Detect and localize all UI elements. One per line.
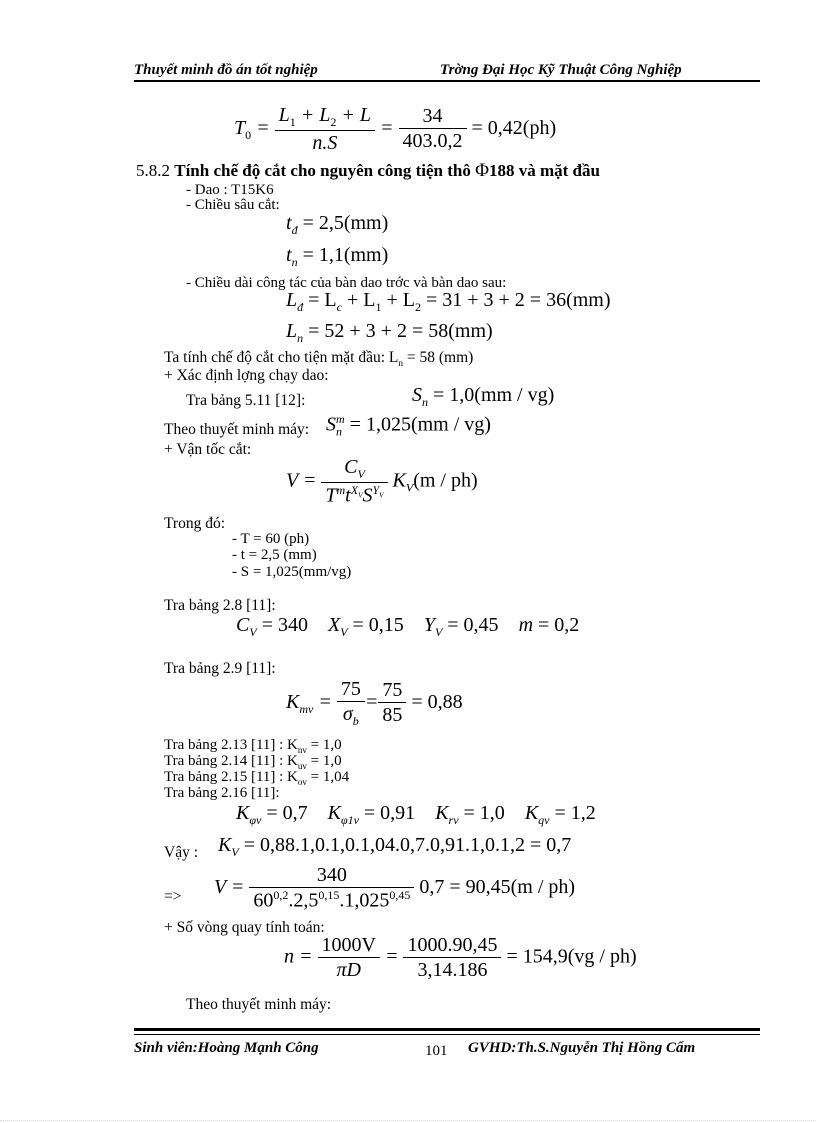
line-xac-dinh: + Xác định lợng chạy dao: (164, 367, 329, 384)
t0-den: 403.0,2 (402, 130, 463, 153)
line-trong-do: Trong đó: (164, 515, 226, 532)
V-result-formula: V = $\frac{340}{60^{0,2}.2,5^{0,15}.1,025^{0,45}}$ 0,7 = 90,45(m / ph) (214, 864, 576, 912)
Kv-formula: $K_V = 0,88.1,0.1,0.1,04.0,7.0,91.1,0.1,2 = 0,7$ (218, 834, 572, 859)
header-left: Thuyết minh đồ án tốt nghiệp (134, 62, 318, 78)
line-t: - t = 2,5 (mm) (232, 547, 317, 563)
n-formula: n = $\frac{1000V}{\pi D}$ = $\frac{1000.90,45}{3,14.186}$ = 154,9(vg / ph) (284, 934, 637, 981)
Sn-formula: $S_n = 1,0(mm / vg)$ (412, 384, 555, 409)
line-vay: Vậy : (164, 844, 199, 861)
footer-right: GVHD:Th.S.Nguyễn Thị Hồng Cẩm (468, 1040, 696, 1056)
line-tra-511: Tra bảng 5.11 [12]: (186, 392, 306, 409)
Kmv-formula: $K_{mv}$ = $\frac{75}{\sigma_b}$ = $\frac{75}{85}$ = 0,88 (286, 678, 463, 728)
line-S: - S = 1,025(mm/vg) (232, 564, 352, 580)
line-tra-28: Tra bảng 2.8 [11]: (164, 597, 276, 614)
footer-page: 101 (425, 1043, 448, 1059)
line-tra-216: Tra bảng 2.16 [11]: (164, 785, 280, 801)
line-theo-tm: Theo thuyết minh máy: (164, 421, 310, 438)
line-chieu-dai: - Chiều dài công tác của bàn dao trớc và bàn dao sau: (186, 275, 507, 291)
coeff-formula: $C_V = 340$ $X_V = 0,15$ $Y_V = 0,45$ m = 0,2 (236, 614, 580, 639)
header-rule (134, 80, 760, 82)
td-formula: $t_đ = 2,5(mm)$ (286, 212, 389, 237)
Ld-formula: $L_đ = L_c + L_1 + L_2 = 31 + 3 + 2 = 36(mm)$ (286, 289, 611, 314)
line-tra-215: Tra bảng 2.15 [11] : $K_{ov} = 1,04$ (164, 769, 350, 787)
section-title: Tính chế độ cắt cho nguyên công tiện thô (174, 161, 471, 180)
line-theo-tm2: Theo thuyết minh máy: (186, 996, 332, 1013)
page-edge-dots (0, 1120, 816, 1121)
line-tra-29: Tra bảng 2.9 [11]: (164, 660, 276, 677)
phi-symbol: Φ (475, 160, 489, 181)
tn-formula: $t_n = 1,1(mm)$ (286, 244, 389, 269)
footer-rule-thin (134, 1034, 760, 1035)
line-arrow: => (164, 888, 182, 905)
Snm-formula: $S_n^m = 1,025(mm / vg)$ (326, 412, 491, 439)
t0-result: = 0,42(ph) (471, 117, 557, 139)
line-tra-214: Tra bảng 2.14 [11] : $K_{uv} = 1,0$ (164, 753, 342, 771)
footer-left: Sinh viên:Hoàng Mạnh Công (134, 1040, 319, 1056)
line-van-toc: + Vận tốc cắt: (164, 441, 252, 458)
footer-rule-thick (134, 1028, 760, 1031)
K-factors-formula: $K_{\varphi v} = 0,7$ $K_{\varphi 1v} = 0,91$ $K_{rv} = 1,0$ $K_{qv} = 1,2$ (236, 802, 596, 827)
t0-formula: $T_0$ = $\frac{L_1 + L_2 + L}{n.S}$ = $\frac{34}{403.0,2}$ = 0,42(ph) (234, 104, 557, 154)
section-heading (136, 160, 600, 182)
line-dao: - Dao : T15K6 (186, 182, 274, 198)
line-so-vong: + Số vòng quay tính toán: (164, 919, 325, 936)
line-T: - T = 60 (ph) (232, 531, 310, 547)
line-tinh-mat-dau: Ta tính chế độ cắt cho tiện mặt đầu: $L_n = 58$ (mm) (164, 349, 474, 370)
section-number: 5.8.2 (136, 161, 170, 180)
line-chieu-sau: - Chiều sâu cắt: (186, 197, 280, 213)
t0-num: 34 (399, 105, 467, 129)
line-tra-213: Tra bảng 2.13 [11] : $K_{nv} = 1,0$ (164, 737, 342, 755)
section-title-tail: 188 và mặt đầu (488, 161, 600, 180)
header-right: Trờng Đại Học Kỹ Thuật Công Nghiệp (440, 62, 682, 78)
V-formula: V = $\frac{C_V}{T^mt^{X_V}S^{Y_V}}$ $K_V(m / ph)$ (286, 456, 478, 507)
Ln-formula: $L_n = 52 + 3 + 2 = 58(mm)$ (286, 320, 493, 345)
